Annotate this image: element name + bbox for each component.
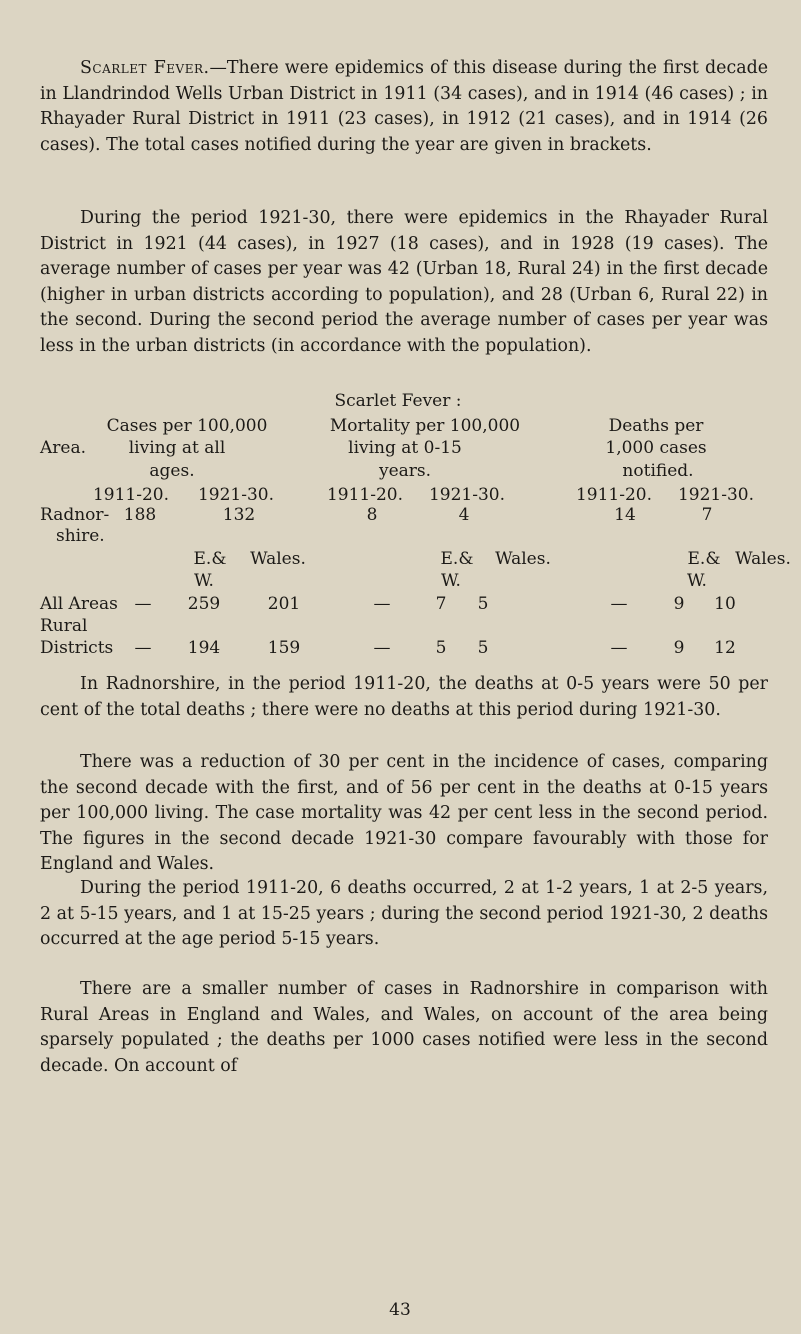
paragraph-deaths-by-age: During the period 1911-20, 6 deaths occurred, 2 at 1-2 years, 1 at 2-5 years, 2 at 5-15 years, and 1 at 15-25 years ; during the second period 1921-30, 2 deaths occurred at the age period 5-15 years. — [40, 878, 768, 950]
dash: — — [610, 638, 628, 658]
period-1911-20: 1911-20. — [575, 485, 653, 505]
page-number: 43 — [389, 1300, 411, 1320]
ew-label: E.& — [687, 549, 721, 569]
paragraph-text: —There were epidemics of this disease during the first decade in Llandrindod Wells Urban District in 1911 (34 cases), and in 1914 (46 cases) ; in Rhayader Rural District in 1911 (23 cases), in 1912 (21 cases), and in 1914 (26 cases). The total cases notified during the year are given in brackets. — [40, 58, 768, 155]
col3-header-line2: 1,000 cases — [605, 438, 707, 458]
cell-value: 4 — [458, 505, 470, 525]
cell-value: 14 — [614, 505, 636, 525]
period-1921-30: 1921-30. — [428, 485, 506, 505]
dash: — — [373, 594, 391, 614]
row-label-rural-cont: Districts — [40, 638, 114, 658]
cell-value: 9 — [673, 638, 685, 658]
cell-value: 259 — [187, 594, 221, 614]
cell-value: 5 — [435, 638, 447, 658]
row-label-radnorshire-cont: shire. — [56, 526, 105, 546]
dash: — — [134, 594, 152, 614]
area-label: Area. — [40, 438, 87, 458]
cell-value: 201 — [267, 594, 301, 614]
dash: — — [610, 594, 628, 614]
ew-label-cont: W. — [441, 571, 461, 591]
paragraph-epidemics-1921-30: During the period 1921-30, there were epidemics in the Rhayader Rural District in 1921 (44 cases), in 1927 (18 cases), and in 1928 (19 cases). The average number of cases per year was 42 (Urban 18, Rural 24) in the first decade (higher in urban districts according to population), and 28 (Urban 6, Rural 22) in the second. During the second period the average number of cases per year was less in the urban districts (in accordance with the population). — [40, 208, 768, 356]
ew-label: E.& — [440, 549, 474, 569]
ew-label: E.& — [193, 549, 227, 569]
col1-header-line3: ages. — [149, 461, 195, 481]
cell-value: 12 — [714, 638, 736, 658]
col2-header-line1: Mortality per 100,000 — [329, 416, 521, 436]
col2-header-line3: years. — [378, 461, 432, 481]
cell-value: 7 — [435, 594, 447, 614]
cell-value: 132 — [222, 505, 256, 525]
cell-value: 5 — [477, 594, 489, 614]
wales-label: Wales. — [735, 549, 791, 569]
ew-label-cont: W. — [194, 571, 214, 591]
cell-value: 8 — [366, 505, 378, 525]
period-1921-30: 1921-30. — [197, 485, 275, 505]
table-title: Scarlet Fever : — [334, 391, 462, 411]
col2-header-line2: living at 0-15 — [348, 438, 462, 458]
dash: — — [373, 638, 391, 658]
col3-header-line1: Deaths per — [608, 416, 704, 436]
col1-header-line2: living at all — [128, 438, 226, 458]
paragraph-radnorshire-deaths: In Radnorshire, in the period 1911-20, the deaths at 0-5 years were 50 per cent of the total deaths ; there were no deaths at this period during 1921-30. — [40, 674, 768, 720]
paragraph-reduction: There was a reduction of 30 per cent in the incidence of cases, comparing the second decade with the first, and of 56 per cent in the deaths at 0-15 years per 100,000 living. The case mortality was 42 per cent less in the second period. The figures in the second decade 1921-30 compare favourably with those for England and Wales. — [40, 752, 768, 875]
cell-value: 188 — [123, 505, 157, 525]
cell-value: 194 — [187, 638, 221, 658]
section-heading: Scarlet Fever. — [80, 58, 210, 78]
period-1911-20: 1911-20. — [326, 485, 404, 505]
paragraph-comparison: There are a smaller number of cases in Radnorshire in comparison with Rural Areas in England and Wales, and Wales, on account of the area being sparsely populated ; the deaths per 1000 cases notified were less in the second decade. On account of — [40, 979, 768, 1076]
period-1911-20: 1911-20. — [92, 485, 170, 505]
col1-header-line1: Cases per 100,000 — [106, 416, 268, 436]
dash: — — [134, 638, 152, 658]
period-1921-30: 1921-30. — [677, 485, 755, 505]
wales-label: Wales. — [250, 549, 306, 569]
ew-label-cont: W. — [687, 571, 707, 591]
cell-value: 10 — [714, 594, 736, 614]
cell-value: 9 — [673, 594, 685, 614]
wales-label: Wales. — [495, 549, 551, 569]
col3-header-line3: notified. — [622, 461, 694, 481]
cell-value: 159 — [267, 638, 301, 658]
cell-value: 7 — [701, 505, 713, 525]
row-label-rural: Rural — [40, 616, 88, 636]
row-label-radnorshire: Radnor- — [40, 505, 110, 525]
row-label-all-areas: All Areas — [40, 594, 118, 614]
cell-value: 5 — [477, 638, 489, 658]
